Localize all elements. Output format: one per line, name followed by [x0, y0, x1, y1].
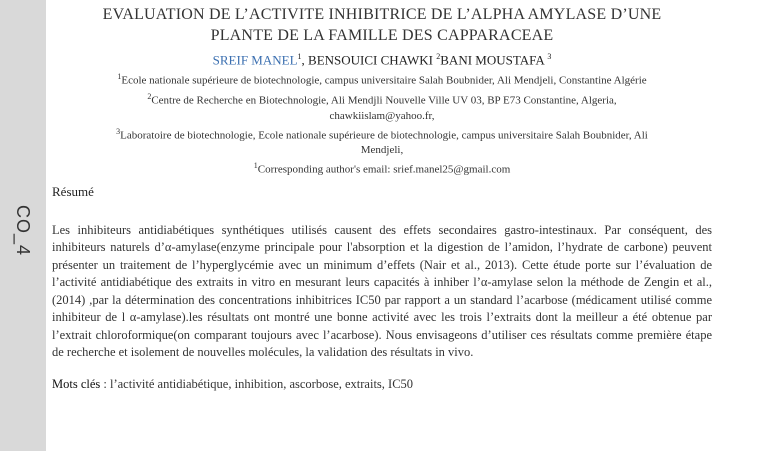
keywords-label: Mots clés	[52, 376, 101, 391]
corresponding-author-email: Corresponding author's email: srief.manel25@gmail.com	[257, 163, 511, 176]
author-1-affil: 1	[297, 52, 302, 61]
paper-content	[52, 4, 712, 393]
corresponding-author-sup: 1	[253, 161, 258, 171]
communication-code	[8, 200, 38, 260]
author-3-affil: 3	[547, 52, 552, 61]
affiliation-3-sup: 3	[116, 126, 121, 136]
affiliation-1-text: Ecole nationale supérieure de biotechnologie, campus universitaire Salah Boubnider, Ali Mendjeli, Constantine Algérie	[121, 74, 647, 87]
author-list	[52, 48, 712, 69]
affiliation-3-text-cont: Mendjeli,	[360, 144, 404, 157]
affiliation-2-sup: 2	[147, 91, 152, 101]
affiliation-3	[52, 124, 712, 159]
corresponding-author	[52, 158, 712, 178]
affiliation-3-text: Laboratoire de biotechnologie, Ecole nationale supérieure de biotechnologie, campus universitaire Salah Boubnider, Ali	[120, 129, 648, 142]
affiliation-2	[52, 89, 712, 124]
author-2: , BENSOUICI CHAWKI	[301, 52, 437, 68]
affiliation-2-text: Centre de Recherche en Biotechnologie, Ali Mendjli Nouvelle Ville UV 03, BP E73 Constantine, Algeria,	[151, 94, 617, 107]
paper-title-line-2: PLANTE DE LA FAMILLE DES CAPPARACEAE	[210, 27, 554, 44]
keywords-line	[52, 376, 712, 393]
side-margin-bar	[0, 0, 46, 451]
affiliation-1-sup: 1	[117, 72, 122, 82]
author-2-affil: 2	[436, 52, 441, 61]
abstract-body: Les inhibiteurs antidiabétiques synthétiques utilisés causent des effets secondaires gastro-intestinaux. Par conséquent, des inhibiteurs naturels d’α-amylase(enzyme principale pour l'absorption et la digestion de l’amidon, l’hydrate de carbone) peuvent présenter un traitement de l’hyperglycémie avec un minimum d’effets (Nair et al., 2013). Cette étude porte sur l’évaluation de l’activité antidiabétique des extraits in vitro en mesurant leurs capacités à inhiber l’α-amylase selon la méthode de Zengin et al., (2014) ,par la détermination des concentrations inhibitrices IC50 par rapport a un standard l’acarbose (médicament utilisé comme inhibiteur de l α-amylase).les résultats ont montré une bonne activité avec les trois l’extraits dont la meilleur a été obtenue par l’extrait chloroformique(on comparant toujours avec l’acarbose). Nous envisageons d’utiliser ces résultats comme première étape de recherche et isolement de nouvelles molécules, la validation des résultats in vivo.	[52, 222, 712, 360]
abstract-heading: Résumé	[52, 183, 94, 199]
affiliation-1	[52, 69, 712, 89]
author-1: SREIF MANEL	[212, 52, 298, 68]
author-3: BANI MOUSTAFA	[440, 52, 548, 68]
affiliation-2-email: chawkiislam@yahoo.fr,	[329, 109, 435, 122]
paper-title-line-1: EVALUATION DE L’ACTIVITE INHIBITRICE DE L’ALPHA AMYLASE D’UNE	[102, 6, 662, 23]
keywords-text: : l’activité antidiabétique, inhibition, ascorbose, extraits, IC50	[100, 376, 414, 391]
paper-title	[52, 4, 712, 46]
communication-code-text: CO_4	[13, 204, 34, 256]
